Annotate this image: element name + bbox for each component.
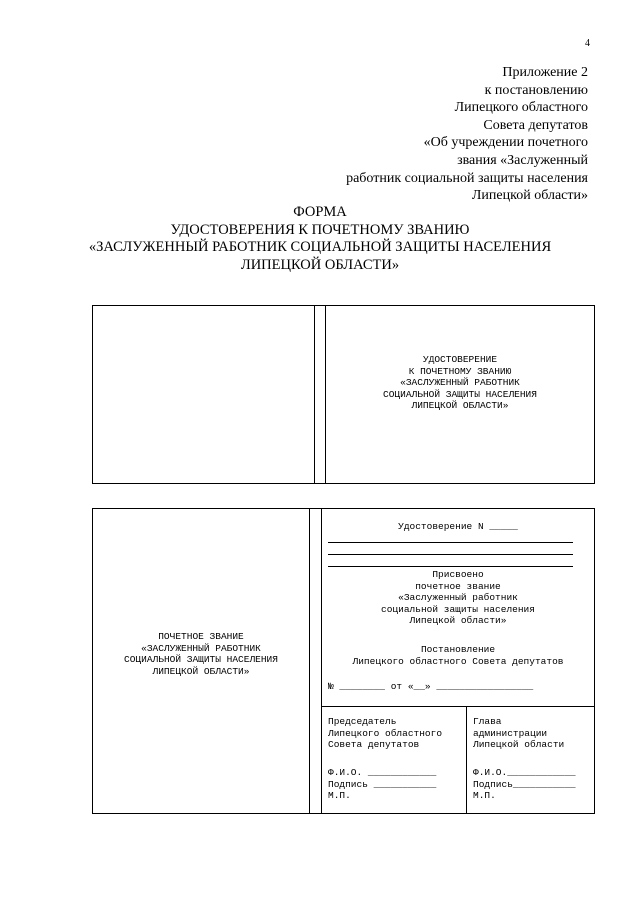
cover-title-line: СОЦИАЛЬНОЙ ЗАЩИТЫ НАСЕЛЕНИЯ xyxy=(383,388,537,400)
decree-line: Липецкого областного Совета депутатов xyxy=(352,655,564,667)
inner-left-title xyxy=(93,631,309,677)
cover-spine-line xyxy=(314,305,315,484)
appendix-line: к постановлению xyxy=(484,82,588,98)
awarded-line: Присвоено xyxy=(432,569,484,580)
cover-title-line: К ПОЧЕТНОМУ ЗВАНИЮ xyxy=(408,365,512,377)
blank-line xyxy=(328,554,573,555)
appendix-line: Липецкого областного xyxy=(454,100,588,116)
form-title-line: ФОРМА xyxy=(293,204,347,220)
blank-line xyxy=(328,566,573,567)
awarded-title xyxy=(322,569,594,627)
form-title xyxy=(0,204,640,274)
chairman-sign-line: Подпись ___________ xyxy=(328,778,437,790)
form-title-line: «ЗАСЛУЖЕННЫЙ РАБОТНИК СОЦИАЛЬНОЙ ЗАЩИТЫ НАСЕЛЕНИЯ xyxy=(88,239,552,255)
decree-block xyxy=(322,644,594,667)
decree-number-line: № ________ от «__» _________________ xyxy=(328,681,534,692)
inner-spine-line xyxy=(309,508,310,814)
head-line: Липецкой области xyxy=(473,739,565,751)
page-number: 4 xyxy=(585,38,590,49)
appendix-line: Совета депутатов xyxy=(483,117,588,133)
inner-left-line: ЛИПЕЦКОЙ ОБЛАСТИ» xyxy=(152,665,250,677)
head-sign-line: М.П. xyxy=(473,790,496,802)
awarded-line: Липецкой области» xyxy=(409,615,507,627)
signature-divider xyxy=(321,706,595,707)
decree-line: Постановление xyxy=(420,644,496,655)
form-title-line: ЛИПЕЦКОЙ ОБЛАСТИ» xyxy=(240,256,400,273)
appendix-line: «Об учреждении почетного xyxy=(423,135,588,151)
signature-column-divider xyxy=(466,706,467,814)
appendix-line: Липецкой области» xyxy=(471,188,588,204)
inner-left-line: СОЦИАЛЬНОЙ ЗАЩИТЫ НАСЕЛЕНИЯ xyxy=(124,654,278,666)
cover-title xyxy=(326,354,594,412)
chairman-sign-line: Ф.И.О. ____________ xyxy=(328,767,437,778)
appendix-header xyxy=(346,64,588,205)
awarded-line: «Заслуженный работник xyxy=(398,592,518,604)
head-sign-line: Подпись___________ xyxy=(473,778,576,790)
appendix-line: Приложение 2 xyxy=(502,65,588,80)
inner-left-line: «ЗАСЛУЖЕННЫЙ РАБОТНИК xyxy=(141,642,261,654)
inner-left-line: ПОЧЕТНОЕ ЗВАНИЕ xyxy=(158,631,244,642)
certificate-number: Удостоверение N _____ xyxy=(398,521,518,532)
head-sign-line: Ф.И.О.____________ xyxy=(473,767,576,778)
chairman-line: Совета депутатов xyxy=(328,739,420,751)
appendix-line: работник социальной защиты населения xyxy=(346,170,588,186)
chairman-block xyxy=(328,716,442,751)
chairman-signature xyxy=(328,767,436,802)
chairman-line: Липецкого областного xyxy=(328,727,443,739)
appendix-line: звания «Заслуженный xyxy=(457,152,588,168)
head-signature xyxy=(473,767,576,802)
blank-line xyxy=(328,542,573,543)
awarded-line: почетное звание xyxy=(415,580,501,592)
form-title-line: УДОСТОВЕРЕНИЯ К ПОЧЕТНОМУ ЗВАНИЮ xyxy=(170,221,470,238)
cover-title-line: ЛИПЕЦКОЙ ОБЛАСТИ» xyxy=(411,400,509,412)
awarded-line: социальной защиты населения xyxy=(381,603,535,615)
head-block xyxy=(473,716,564,751)
head-line: администрации xyxy=(473,727,548,739)
chairman-sign-line: М.П. xyxy=(328,790,351,802)
chairman-line: Председатель xyxy=(328,716,397,727)
cover-title-line: «ЗАСЛУЖЕННЫЙ РАБОТНИК xyxy=(400,377,520,389)
cover-title-line: УДОСТОВЕРЕНИЕ xyxy=(422,354,498,365)
head-line: Глава xyxy=(473,716,502,727)
